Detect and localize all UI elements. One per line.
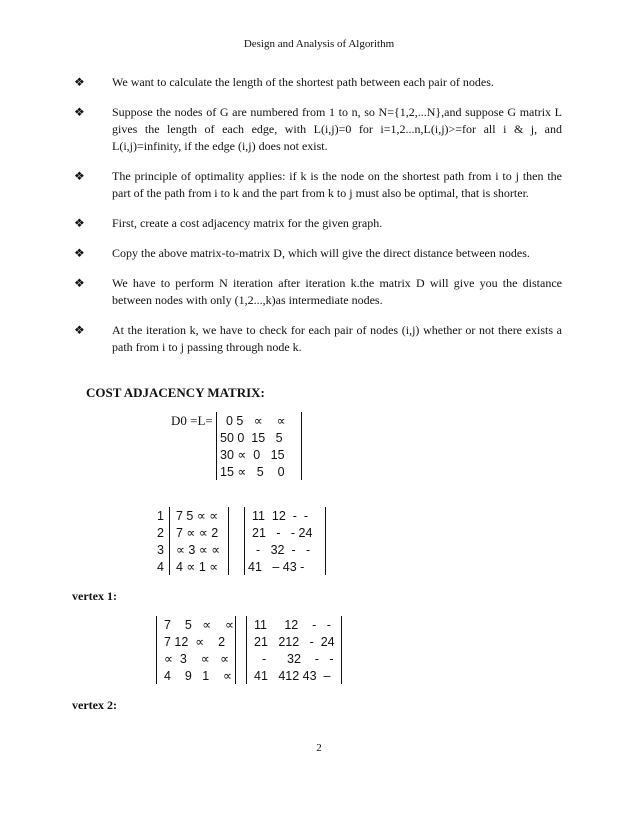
table2-divider (235, 616, 236, 684)
row-index: 4 (157, 560, 164, 574)
table2-divider (156, 616, 157, 684)
table1-left-row: 7 ∝ ∝ 2 (176, 526, 219, 540)
bullet-item (74, 215, 562, 232)
table1-right-row: 21 - - 24 (252, 526, 313, 540)
table1-right-row: - 32 - - (256, 543, 311, 557)
bullet-text: We have to perform N iteration after iteration k.the matrix D will give you the distance between nodes with only (1,2...,k)as intermediate nodes. (112, 276, 562, 307)
bullet-item (74, 322, 562, 356)
diamond-bullet-icon: ❖ (74, 246, 85, 260)
bullet-text: At the iteration k, we have to check for each pair of nodes (i,j) whether or not there exists a path from i to j passing through node k. (112, 323, 562, 354)
bullet-text: We want to calculate the length of the shortest path between each pair of nodes. (112, 75, 494, 89)
bullet-item (74, 168, 562, 202)
table2-right-row: 41 412 43 – (254, 669, 331, 683)
table2-left-row: 7 5 ∝ ∝ (164, 618, 234, 632)
table1-left-row: 7 5 ∝ ∝ (176, 509, 219, 523)
table1-right-row: 11 12 - - (252, 509, 309, 523)
table2-divider (246, 616, 247, 684)
d0-row: 15 ∝ 5 0 (220, 465, 285, 479)
table1-left-row: 4 ∝ 1 ∝ (176, 560, 219, 574)
bullet-text: Copy the above matrix-to-matrix D, which will give the direct distance between nodes. (112, 246, 530, 260)
d0-row: 50 0 15 5 (220, 431, 283, 445)
row-index: 1 (157, 509, 164, 523)
row-index: 2 (157, 526, 164, 540)
table1-divider (228, 507, 229, 575)
bullet-item (74, 74, 562, 91)
page-header: Design and Analysis of Algorithm (243, 38, 395, 50)
table2-right-row: 21 212 - 24 (254, 635, 335, 649)
table2-left-row: 7 12 ∝ 2 (164, 635, 226, 649)
diamond-bullet-icon: ❖ (74, 169, 85, 183)
diamond-bullet-icon: ❖ (74, 216, 85, 230)
section-title: COST ADJACENCY MATRIX: (86, 385, 265, 400)
vertex-2-label: vertex 2: (72, 698, 117, 712)
table1-divider (169, 507, 170, 575)
bullet-item (74, 104, 562, 155)
diamond-bullet-icon: ❖ (74, 75, 85, 89)
vertex-1-label: vertex 1: (72, 589, 117, 603)
table1-left-row: ∝ 3 ∝ ∝ (176, 543, 221, 557)
bullet-item (74, 245, 562, 262)
row-index: 3 (157, 543, 164, 557)
bullet-text: First, create a cost adjacency matrix for the given graph. (112, 216, 383, 230)
page-number: 2 (316, 742, 322, 754)
bullet-text: The principle of optimality applies: if k is the node on the shortest path from i to j then the part of the path from i to k and the part from k to j must also be optimal, that is shorter. (112, 169, 562, 200)
d0-row: 30 ∝ 0 15 (220, 448, 285, 462)
d0-label: D0 =L= (171, 413, 213, 428)
table1-divider (244, 507, 245, 575)
bullet-list (74, 74, 562, 369)
table2-divider (341, 616, 342, 684)
diamond-bullet-icon: ❖ (74, 323, 85, 337)
table1-divider (325, 507, 326, 575)
bullet-text: Suppose the nodes of G are numbered from 1 to n, so N={1,2,...N},and suppose G matrix L gives the length of each edge, with L(i,j)=0 for i=1,2...n,L(i,j)>=for all i & j, and L(i,j)=infinity, if the edge (i,j) does not exist. (112, 105, 562, 153)
table2-left-row: ∝ 3 ∝ ∝ (164, 652, 229, 666)
bullet-item (74, 275, 562, 309)
table2-left-row: 4 9 1 ∝ (164, 669, 232, 683)
table2-right-row: 11 12 - - (254, 618, 331, 632)
d0-row: 0 5 ∝ ∝ (226, 414, 286, 428)
table1-right-row: 41 – 43 - (248, 560, 305, 574)
table2-right-row: - 32 - - (262, 652, 334, 666)
diamond-bullet-icon: ❖ (74, 105, 85, 119)
diamond-bullet-icon: ❖ (74, 276, 85, 290)
